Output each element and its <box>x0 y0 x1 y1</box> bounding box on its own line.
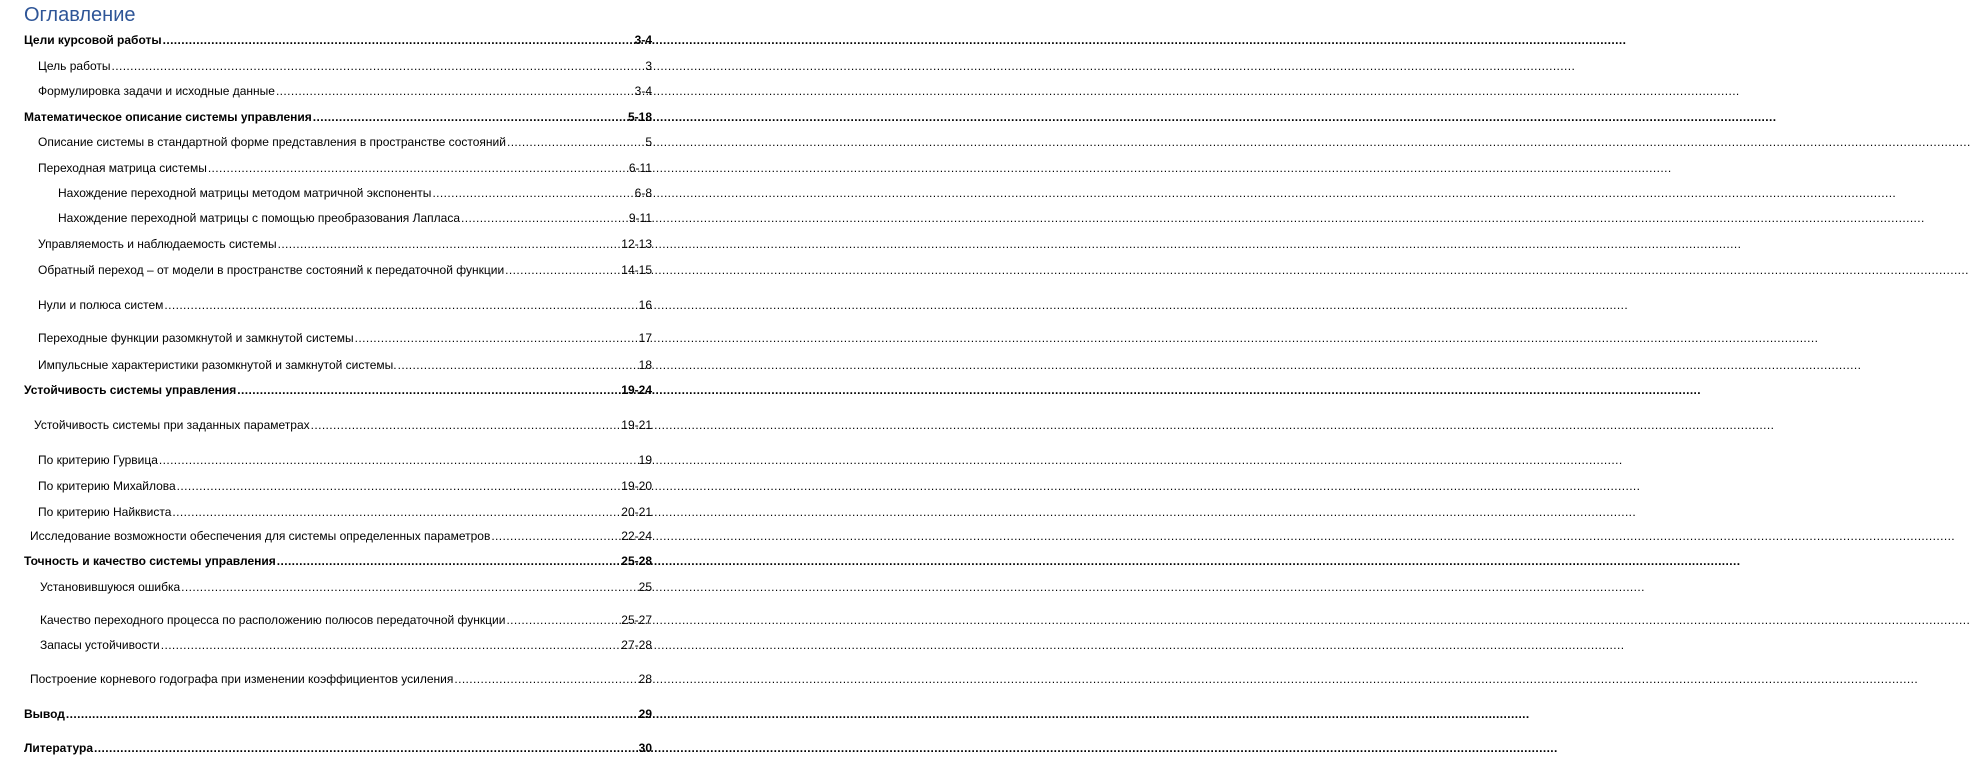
toc-title: Оглавление <box>24 4 136 26</box>
toc-entry[interactable] <box>38 478 652 494</box>
dot-leader <box>276 83 634 99</box>
toc-entry[interactable] <box>40 579 652 595</box>
dot-leader <box>278 236 621 252</box>
dot-leader <box>432 185 633 201</box>
toc-entry[interactable] <box>40 637 652 653</box>
toc-entry[interactable] <box>38 330 652 346</box>
toc-entry-page: 18 <box>638 358 652 372</box>
dot-leader <box>398 357 638 373</box>
toc-entry-label: Построение корневого годографа при изменении коэффициентов усиления <box>30 672 454 686</box>
toc-entry-label: Запасы устойчивости <box>40 638 160 652</box>
toc-entry[interactable] <box>24 32 652 48</box>
toc-entry-label: Переходная матрица системы <box>38 161 207 175</box>
dot-leader <box>454 671 637 687</box>
toc-entry[interactable] <box>34 417 652 433</box>
dot-leader <box>181 579 638 595</box>
toc-entry[interactable] <box>38 297 652 313</box>
toc-entry[interactable] <box>58 210 652 226</box>
toc-entry-label: Цель работы <box>38 59 111 73</box>
toc-entry-page: 6-8 <box>634 186 652 200</box>
dot-leader <box>66 706 638 722</box>
toc-entry[interactable] <box>38 452 652 468</box>
toc-entry-page: 12-13 <box>621 237 652 251</box>
dot-leader <box>161 637 621 653</box>
toc-entry-page: 17 <box>638 331 652 345</box>
dot-leader <box>164 297 637 313</box>
toc-entry-page: 19-24 <box>621 383 652 397</box>
toc-entry[interactable] <box>38 504 652 520</box>
dot-leader <box>461 210 628 226</box>
toc-entry-label: Формулировка задачи и исходные данные <box>38 84 275 98</box>
toc-entry-page: 29 <box>638 707 652 721</box>
toc-entry-page: 3-4 <box>634 33 652 47</box>
toc-entry-page: 5 <box>645 135 652 149</box>
toc-entry[interactable] <box>24 740 652 756</box>
toc-entry-label: Нахождение переходной матрицы с помощью преобразования Лапласа <box>58 211 461 225</box>
dot-leader <box>277 553 621 569</box>
toc-entry[interactable] <box>30 528 652 544</box>
toc-entry-page: 20-21 <box>621 505 652 519</box>
toc-entry[interactable] <box>38 58 652 74</box>
dot-leader <box>507 134 644 150</box>
toc-entry-label: Литература <box>24 741 94 755</box>
toc-entry-label: Математическое описание системы управления <box>24 110 312 124</box>
dot-leader <box>506 612 620 628</box>
toc-entry[interactable] <box>38 357 652 373</box>
dot-leader <box>505 262 620 278</box>
toc-entry-label: Нахождение переходной матрицы методом матричной экспоненты <box>58 186 432 200</box>
toc-entry-label: Нули и полюса систем <box>38 298 164 312</box>
toc-entry-label: Качество переходного процесса по расположению полюсов передаточной функции <box>40 613 506 627</box>
dot-leader <box>94 740 638 756</box>
toc-entry-page: 22-24 <box>621 529 652 543</box>
toc-entry-page: 6-11 <box>628 161 652 175</box>
dot-leader <box>237 382 620 398</box>
toc-entry[interactable] <box>38 262 652 278</box>
toc-entry-page: 28 <box>638 672 652 686</box>
toc-entry[interactable] <box>58 185 652 201</box>
dot-leader <box>163 32 634 48</box>
toc-entry[interactable] <box>40 612 652 628</box>
toc-entry-label: Установившуюся ошибка <box>40 580 181 594</box>
toc-entry-label: Переходные функции разомкнутой и замкнутой системы <box>38 331 354 345</box>
toc-entry-label: По критерию Найквиста <box>38 505 172 519</box>
toc-entry-label: Точность и качество системы управления <box>24 554 276 568</box>
toc-entry-page: 25 <box>638 580 652 594</box>
dot-leader <box>491 528 620 544</box>
toc-entry-page: 19 <box>638 453 652 467</box>
toc-entry[interactable] <box>24 553 652 569</box>
dot-leader <box>172 504 620 520</box>
toc-entry-label: Обратный переход – от модели в пространстве состояний к передаточной функции <box>38 263 505 277</box>
toc-entry-page: 30 <box>638 741 652 755</box>
toc-entry[interactable] <box>24 382 652 398</box>
toc-entry-label: По критерию Михайлова <box>38 479 176 493</box>
toc-entry-label: Вывод <box>24 707 65 721</box>
toc-entry[interactable] <box>38 160 652 176</box>
toc-entry-label: Устойчивость системы при заданных параметрах <box>34 418 310 432</box>
toc-entry-page: 19-21 <box>621 418 652 432</box>
toc-entry-page: 3-4 <box>634 84 652 98</box>
dot-leader <box>313 109 627 125</box>
toc-entry-label: Описание системы в стандартной форме представления в пространстве состояний <box>38 135 506 149</box>
dot-leader <box>112 58 645 74</box>
toc-entry[interactable] <box>38 83 652 99</box>
toc-entry-label: Импульсные характеристики разомкнутой и замкнутой системы. <box>38 358 397 372</box>
toc-entry[interactable] <box>30 671 652 687</box>
toc-entry-label: Исследование возможности обеспечения для системы определенных параметров <box>30 529 491 543</box>
toc-entry-label: По критерию Гурвица <box>38 453 158 467</box>
toc-entry-page: 9-11 <box>628 211 652 225</box>
toc-entry-label: Устойчивость системы управления <box>24 383 237 397</box>
toc-entry-label: Цели курсовой работы <box>24 33 162 47</box>
toc-entry-page: 3 <box>645 59 652 73</box>
toc-entry-page: 19-20 <box>621 479 652 493</box>
toc-entry[interactable] <box>24 706 652 722</box>
toc-entry[interactable] <box>38 134 652 150</box>
toc-entry-page: 14-15 <box>621 263 652 277</box>
toc-entry-page: 16 <box>638 298 652 312</box>
dot-leader <box>177 478 621 494</box>
toc-entry[interactable] <box>38 236 652 252</box>
toc-entry-label: Управляемость и наблюдаемость системы <box>38 237 277 251</box>
toc-entry-page: 5-18 <box>627 110 652 124</box>
dot-leader <box>159 452 638 468</box>
dot-leader <box>355 330 638 346</box>
dot-leader <box>208 160 628 176</box>
toc-entry-page: 27-28 <box>621 638 652 652</box>
dot-leader <box>311 417 621 433</box>
toc-entry[interactable] <box>24 109 652 125</box>
toc-entry-page: 25-27 <box>621 613 652 627</box>
toc-entry-page: 25-28 <box>621 554 652 568</box>
